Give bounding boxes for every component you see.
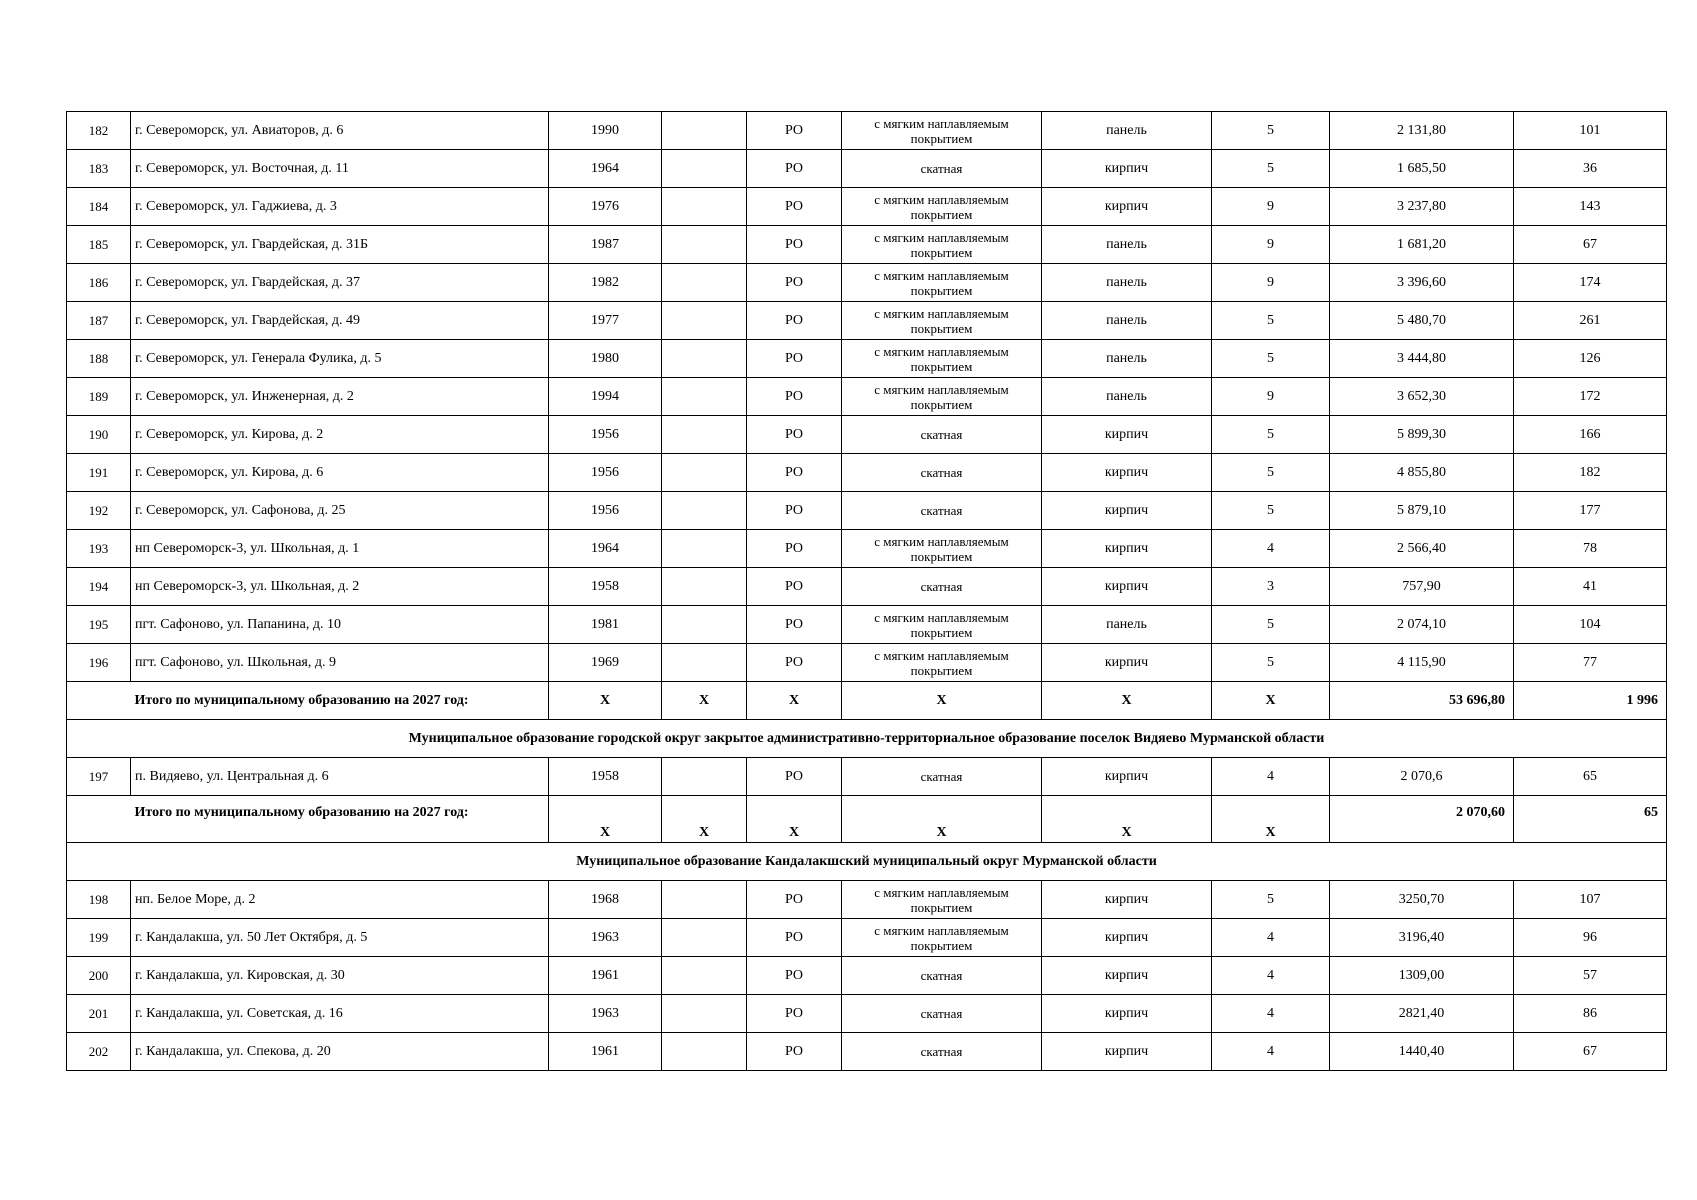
housing-registry-table	[66, 111, 1667, 1071]
wall-material-cell: кирпич	[1042, 150, 1212, 188]
source-cell: РО	[747, 919, 842, 957]
wall-material-cell: панель	[1042, 302, 1212, 340]
address-cell: пгт. Сафоново, ул. Папанина, д. 10	[131, 606, 549, 644]
area-cell: 2 074,10	[1330, 606, 1514, 644]
row-number: 194	[67, 568, 131, 606]
source-cell: РО	[747, 644, 842, 682]
residents-cell: 86	[1514, 995, 1667, 1033]
residents-cell: 67	[1514, 226, 1667, 264]
roof-type-cell: с мягким наплавляемым покрытием	[842, 112, 1042, 150]
address-cell: г. Кандалакша, ул. Спекова, д. 20	[131, 1033, 549, 1071]
residents-cell: 57	[1514, 957, 1667, 995]
floors-cell: 5	[1212, 416, 1330, 454]
municipality-title: Муниципальное образование Кандалакшский муниципальный округ Мурманской области	[67, 843, 1667, 881]
address-cell: п. Видяево, ул. Центральная д. 6	[131, 758, 549, 796]
roof-type-cell: скатная	[842, 492, 1042, 530]
address-cell: г. Североморск, ул. Инженерная, д. 2	[131, 378, 549, 416]
year-cell: 1981	[549, 606, 662, 644]
source-cell: РО	[747, 378, 842, 416]
roof-type-cell: скатная	[842, 1033, 1042, 1071]
roof-type-cell: с мягким наплавляемым покрытием	[842, 226, 1042, 264]
floors-cell: 4	[1212, 957, 1330, 995]
wall-material-cell: панель	[1042, 340, 1212, 378]
roof-type-cell: скатная	[842, 957, 1042, 995]
source-cell: РО	[747, 188, 842, 226]
address-cell: г. Североморск, ул. Сафонова, д. 25	[131, 492, 549, 530]
floors-cell: 5	[1212, 302, 1330, 340]
total-x-cell: X	[1042, 796, 1212, 843]
wall-material-cell: панель	[1042, 226, 1212, 264]
year-cell: 1961	[549, 957, 662, 995]
table-row	[67, 530, 1667, 568]
wall-material-cell: панель	[1042, 112, 1212, 150]
year-cell: 1969	[549, 644, 662, 682]
floors-cell: 4	[1212, 995, 1330, 1033]
year-cell: 1976	[549, 188, 662, 226]
wall-material-cell: панель	[1042, 378, 1212, 416]
source-cell: РО	[747, 264, 842, 302]
residents-cell: 126	[1514, 340, 1667, 378]
row-number: 198	[67, 881, 131, 919]
year-cell: 1994	[549, 378, 662, 416]
table-row	[67, 995, 1667, 1033]
row-number: 191	[67, 454, 131, 492]
row-number: 185	[67, 226, 131, 264]
total-residents: 65	[1514, 796, 1667, 843]
total-x-cell: X	[747, 682, 842, 720]
residents-cell: 65	[1514, 758, 1667, 796]
wall-material-cell: кирпич	[1042, 881, 1212, 919]
area-cell: 1309,00	[1330, 957, 1514, 995]
floors-cell: 9	[1212, 378, 1330, 416]
floors-cell: 4	[1212, 758, 1330, 796]
empty-cell	[662, 150, 747, 188]
source-cell: РО	[747, 606, 842, 644]
roof-type-cell: с мягким наплавляемым покрытием	[842, 340, 1042, 378]
roof-type-cell: скатная	[842, 454, 1042, 492]
row-number: 201	[67, 995, 131, 1033]
row-number: 189	[67, 378, 131, 416]
total-area: 53 696,80	[1330, 682, 1514, 720]
table-row	[67, 378, 1667, 416]
area-cell: 5 879,10	[1330, 492, 1514, 530]
roof-type-cell: с мягким наплавляемым покрытием	[842, 644, 1042, 682]
source-cell: РО	[747, 454, 842, 492]
roof-type-cell: скатная	[842, 758, 1042, 796]
table-row	[67, 302, 1667, 340]
residents-cell: 36	[1514, 150, 1667, 188]
floors-cell: 5	[1212, 881, 1330, 919]
residents-cell: 174	[1514, 264, 1667, 302]
year-cell: 1956	[549, 416, 662, 454]
address-cell: г. Североморск, ул. Генерала Фулика, д. 5	[131, 340, 549, 378]
row-number: 182	[67, 112, 131, 150]
address-cell: г. Кандалакша, ул. Советская, д. 16	[131, 995, 549, 1033]
floors-cell: 5	[1212, 340, 1330, 378]
row-number: 186	[67, 264, 131, 302]
empty-cell	[662, 919, 747, 957]
table-row	[67, 758, 1667, 796]
residents-cell: 67	[1514, 1033, 1667, 1071]
municipality-title: Муниципальное образование городской округ закрытое административно-территориальное образование поселок Видяево Мурманской области	[67, 720, 1667, 758]
wall-material-cell: кирпич	[1042, 530, 1212, 568]
table-row	[67, 416, 1667, 454]
address-cell: нп Североморск-3, ул. Школьная, д. 2	[131, 568, 549, 606]
floors-cell: 5	[1212, 150, 1330, 188]
area-cell: 1 681,20	[1330, 226, 1514, 264]
empty-cell	[662, 302, 747, 340]
source-cell: РО	[747, 1033, 842, 1071]
row-number: 202	[67, 1033, 131, 1071]
row-number: 199	[67, 919, 131, 957]
year-cell: 1964	[549, 150, 662, 188]
empty-cell	[662, 530, 747, 568]
empty-cell	[662, 226, 747, 264]
table-row	[67, 264, 1667, 302]
source-cell: РО	[747, 530, 842, 568]
empty-cell	[662, 957, 747, 995]
year-cell: 1968	[549, 881, 662, 919]
row-number: 196	[67, 644, 131, 682]
empty-cell	[662, 188, 747, 226]
year-cell: 1963	[549, 995, 662, 1033]
wall-material-cell: кирпич	[1042, 568, 1212, 606]
address-cell: г. Кандалакша, ул. Кировская, д. 30	[131, 957, 549, 995]
area-cell: 3250,70	[1330, 881, 1514, 919]
empty-cell	[662, 454, 747, 492]
area-cell: 3 444,80	[1330, 340, 1514, 378]
year-cell: 1980	[549, 340, 662, 378]
roof-type-cell: скатная	[842, 150, 1042, 188]
roof-type-cell: с мягким наплавляемым покрытием	[842, 606, 1042, 644]
source-cell: РО	[747, 416, 842, 454]
address-cell: г. Североморск, ул. Восточная, д. 11	[131, 150, 549, 188]
floors-cell: 5	[1212, 112, 1330, 150]
residents-cell: 77	[1514, 644, 1667, 682]
empty-cell	[662, 995, 747, 1033]
total-x-cell: X	[549, 796, 662, 843]
roof-type-cell: скатная	[842, 568, 1042, 606]
wall-material-cell: кирпич	[1042, 919, 1212, 957]
roof-type-cell: скатная	[842, 995, 1042, 1033]
empty-cell	[662, 758, 747, 796]
row-number: 183	[67, 150, 131, 188]
area-cell: 2 131,80	[1330, 112, 1514, 150]
table-row	[67, 150, 1667, 188]
address-cell: г. Североморск, ул. Кирова, д. 6	[131, 454, 549, 492]
source-cell: РО	[747, 881, 842, 919]
residents-cell: 78	[1514, 530, 1667, 568]
area-cell: 1440,40	[1330, 1033, 1514, 1071]
wall-material-cell: кирпич	[1042, 416, 1212, 454]
row-number: 193	[67, 530, 131, 568]
address-cell: г. Североморск, ул. Кирова, д. 2	[131, 416, 549, 454]
total-label: Итого по муниципальному образованию на 2027 год:	[131, 796, 549, 843]
area-cell: 5 899,30	[1330, 416, 1514, 454]
residents-cell: 41	[1514, 568, 1667, 606]
wall-material-cell: кирпич	[1042, 758, 1212, 796]
area-cell: 2821,40	[1330, 995, 1514, 1033]
source-cell: РО	[747, 340, 842, 378]
empty-cell	[662, 416, 747, 454]
total-x-cell: X	[549, 682, 662, 720]
total-row	[67, 682, 1667, 720]
residents-cell: 172	[1514, 378, 1667, 416]
address-cell: нп. Белое Море, д. 2	[131, 881, 549, 919]
total-x-cell: X	[1212, 796, 1330, 843]
source-cell: РО	[747, 568, 842, 606]
row-number: 195	[67, 606, 131, 644]
empty-cell	[662, 644, 747, 682]
empty-cell	[662, 378, 747, 416]
floors-cell: 9	[1212, 226, 1330, 264]
area-cell: 2 566,40	[1330, 530, 1514, 568]
address-cell: г. Кандалакша, ул. 50 Лет Октября, д. 5	[131, 919, 549, 957]
source-cell: РО	[747, 957, 842, 995]
row-number: 192	[67, 492, 131, 530]
total-x-cell: X	[662, 796, 747, 843]
table-row	[67, 112, 1667, 150]
wall-material-cell: кирпич	[1042, 1033, 1212, 1071]
roof-type-cell: с мягким наплавляемым покрытием	[842, 264, 1042, 302]
wall-material-cell: кирпич	[1042, 995, 1212, 1033]
roof-type-cell: с мягким наплавляемым покрытием	[842, 188, 1042, 226]
total-blank-cell	[67, 682, 131, 720]
wall-material-cell: панель	[1042, 264, 1212, 302]
empty-cell	[662, 264, 747, 302]
year-cell: 1990	[549, 112, 662, 150]
year-cell: 1982	[549, 264, 662, 302]
wall-material-cell: кирпич	[1042, 957, 1212, 995]
year-cell: 1964	[549, 530, 662, 568]
municipality-header-row	[67, 720, 1667, 758]
residents-cell: 182	[1514, 454, 1667, 492]
table-row	[67, 919, 1667, 957]
wall-material-cell: кирпич	[1042, 644, 1212, 682]
area-cell: 757,90	[1330, 568, 1514, 606]
total-x-cell: X	[842, 796, 1042, 843]
total-x-cell: X	[747, 796, 842, 843]
roof-type-cell: с мягким наплавляемым покрытием	[842, 378, 1042, 416]
source-cell: РО	[747, 112, 842, 150]
residents-cell: 177	[1514, 492, 1667, 530]
area-cell: 4 855,80	[1330, 454, 1514, 492]
year-cell: 1977	[549, 302, 662, 340]
year-cell: 1961	[549, 1033, 662, 1071]
table-row	[67, 492, 1667, 530]
floors-cell: 5	[1212, 606, 1330, 644]
empty-cell	[662, 568, 747, 606]
wall-material-cell: кирпич	[1042, 454, 1212, 492]
wall-material-cell: кирпич	[1042, 492, 1212, 530]
wall-material-cell: панель	[1042, 606, 1212, 644]
residents-cell: 143	[1514, 188, 1667, 226]
table-row	[67, 957, 1667, 995]
table-row	[67, 188, 1667, 226]
floors-cell: 4	[1212, 919, 1330, 957]
area-cell: 5 480,70	[1330, 302, 1514, 340]
residents-cell: 107	[1514, 881, 1667, 919]
address-cell: нп Североморск-3, ул. Школьная, д. 1	[131, 530, 549, 568]
table-row	[67, 644, 1667, 682]
floors-cell: 9	[1212, 188, 1330, 226]
table-row	[67, 606, 1667, 644]
area-cell: 3 396,60	[1330, 264, 1514, 302]
residents-cell: 96	[1514, 919, 1667, 957]
wall-material-cell: кирпич	[1042, 188, 1212, 226]
total-label: Итого по муниципальному образованию на 2027 год:	[131, 682, 549, 720]
year-cell: 1987	[549, 226, 662, 264]
area-cell: 3196,40	[1330, 919, 1514, 957]
row-number: 197	[67, 758, 131, 796]
roof-type-cell: с мягким наплавляемым покрытием	[842, 302, 1042, 340]
total-row	[67, 796, 1667, 843]
total-x-cell: X	[1212, 682, 1330, 720]
table-row	[67, 1033, 1667, 1071]
empty-cell	[662, 606, 747, 644]
table-row	[67, 226, 1667, 264]
address-cell: пгт. Сафоново, ул. Школьная, д. 9	[131, 644, 549, 682]
address-cell: г. Североморск, ул. Гвардейская, д. 37	[131, 264, 549, 302]
floors-cell: 4	[1212, 1033, 1330, 1071]
table-row	[67, 340, 1667, 378]
table-row	[67, 881, 1667, 919]
registry-body	[67, 112, 1667, 1071]
row-number: 200	[67, 957, 131, 995]
area-cell: 4 115,90	[1330, 644, 1514, 682]
area-cell: 3 237,80	[1330, 188, 1514, 226]
source-cell: РО	[747, 758, 842, 796]
source-cell: РО	[747, 150, 842, 188]
empty-cell	[662, 881, 747, 919]
residents-cell: 166	[1514, 416, 1667, 454]
address-cell: г. Североморск, ул. Гвардейская, д. 31Б	[131, 226, 549, 264]
floors-cell: 4	[1212, 530, 1330, 568]
total-area: 2 070,60	[1330, 796, 1514, 843]
empty-cell	[662, 1033, 747, 1071]
table-row	[67, 454, 1667, 492]
floors-cell: 5	[1212, 454, 1330, 492]
address-cell: г. Североморск, ул. Гаджиева, д. 3	[131, 188, 549, 226]
residents-cell: 261	[1514, 302, 1667, 340]
row-number: 188	[67, 340, 131, 378]
floors-cell: 5	[1212, 644, 1330, 682]
residents-cell: 101	[1514, 112, 1667, 150]
roof-type-cell: с мягким наплавляемым покрытием	[842, 919, 1042, 957]
roof-type-cell: скатная	[842, 416, 1042, 454]
empty-cell	[662, 340, 747, 378]
area-cell: 3 652,30	[1330, 378, 1514, 416]
residents-cell: 104	[1514, 606, 1667, 644]
area-cell: 2 070,6	[1330, 758, 1514, 796]
total-x-cell: X	[662, 682, 747, 720]
source-cell: РО	[747, 226, 842, 264]
row-number: 184	[67, 188, 131, 226]
total-x-cell: X	[842, 682, 1042, 720]
year-cell: 1956	[549, 454, 662, 492]
source-cell: РО	[747, 302, 842, 340]
address-cell: г. Североморск, ул. Гвардейская, д. 49	[131, 302, 549, 340]
source-cell: РО	[747, 492, 842, 530]
year-cell: 1958	[549, 568, 662, 606]
total-x-cell: X	[1042, 682, 1212, 720]
floors-cell: 3	[1212, 568, 1330, 606]
table-row	[67, 568, 1667, 606]
row-number: 190	[67, 416, 131, 454]
roof-type-cell: с мягким наплавляемым покрытием	[842, 530, 1042, 568]
area-cell: 1 685,50	[1330, 150, 1514, 188]
floors-cell: 9	[1212, 264, 1330, 302]
source-cell: РО	[747, 995, 842, 1033]
total-residents: 1 996	[1514, 682, 1667, 720]
year-cell: 1956	[549, 492, 662, 530]
municipality-header-row	[67, 843, 1667, 881]
empty-cell	[662, 492, 747, 530]
year-cell: 1958	[549, 758, 662, 796]
year-cell: 1963	[549, 919, 662, 957]
address-cell: г. Североморск, ул. Авиаторов, д. 6	[131, 112, 549, 150]
floors-cell: 5	[1212, 492, 1330, 530]
total-blank-cell	[67, 796, 131, 843]
empty-cell	[662, 112, 747, 150]
roof-type-cell: с мягким наплавляемым покрытием	[842, 881, 1042, 919]
row-number: 187	[67, 302, 131, 340]
